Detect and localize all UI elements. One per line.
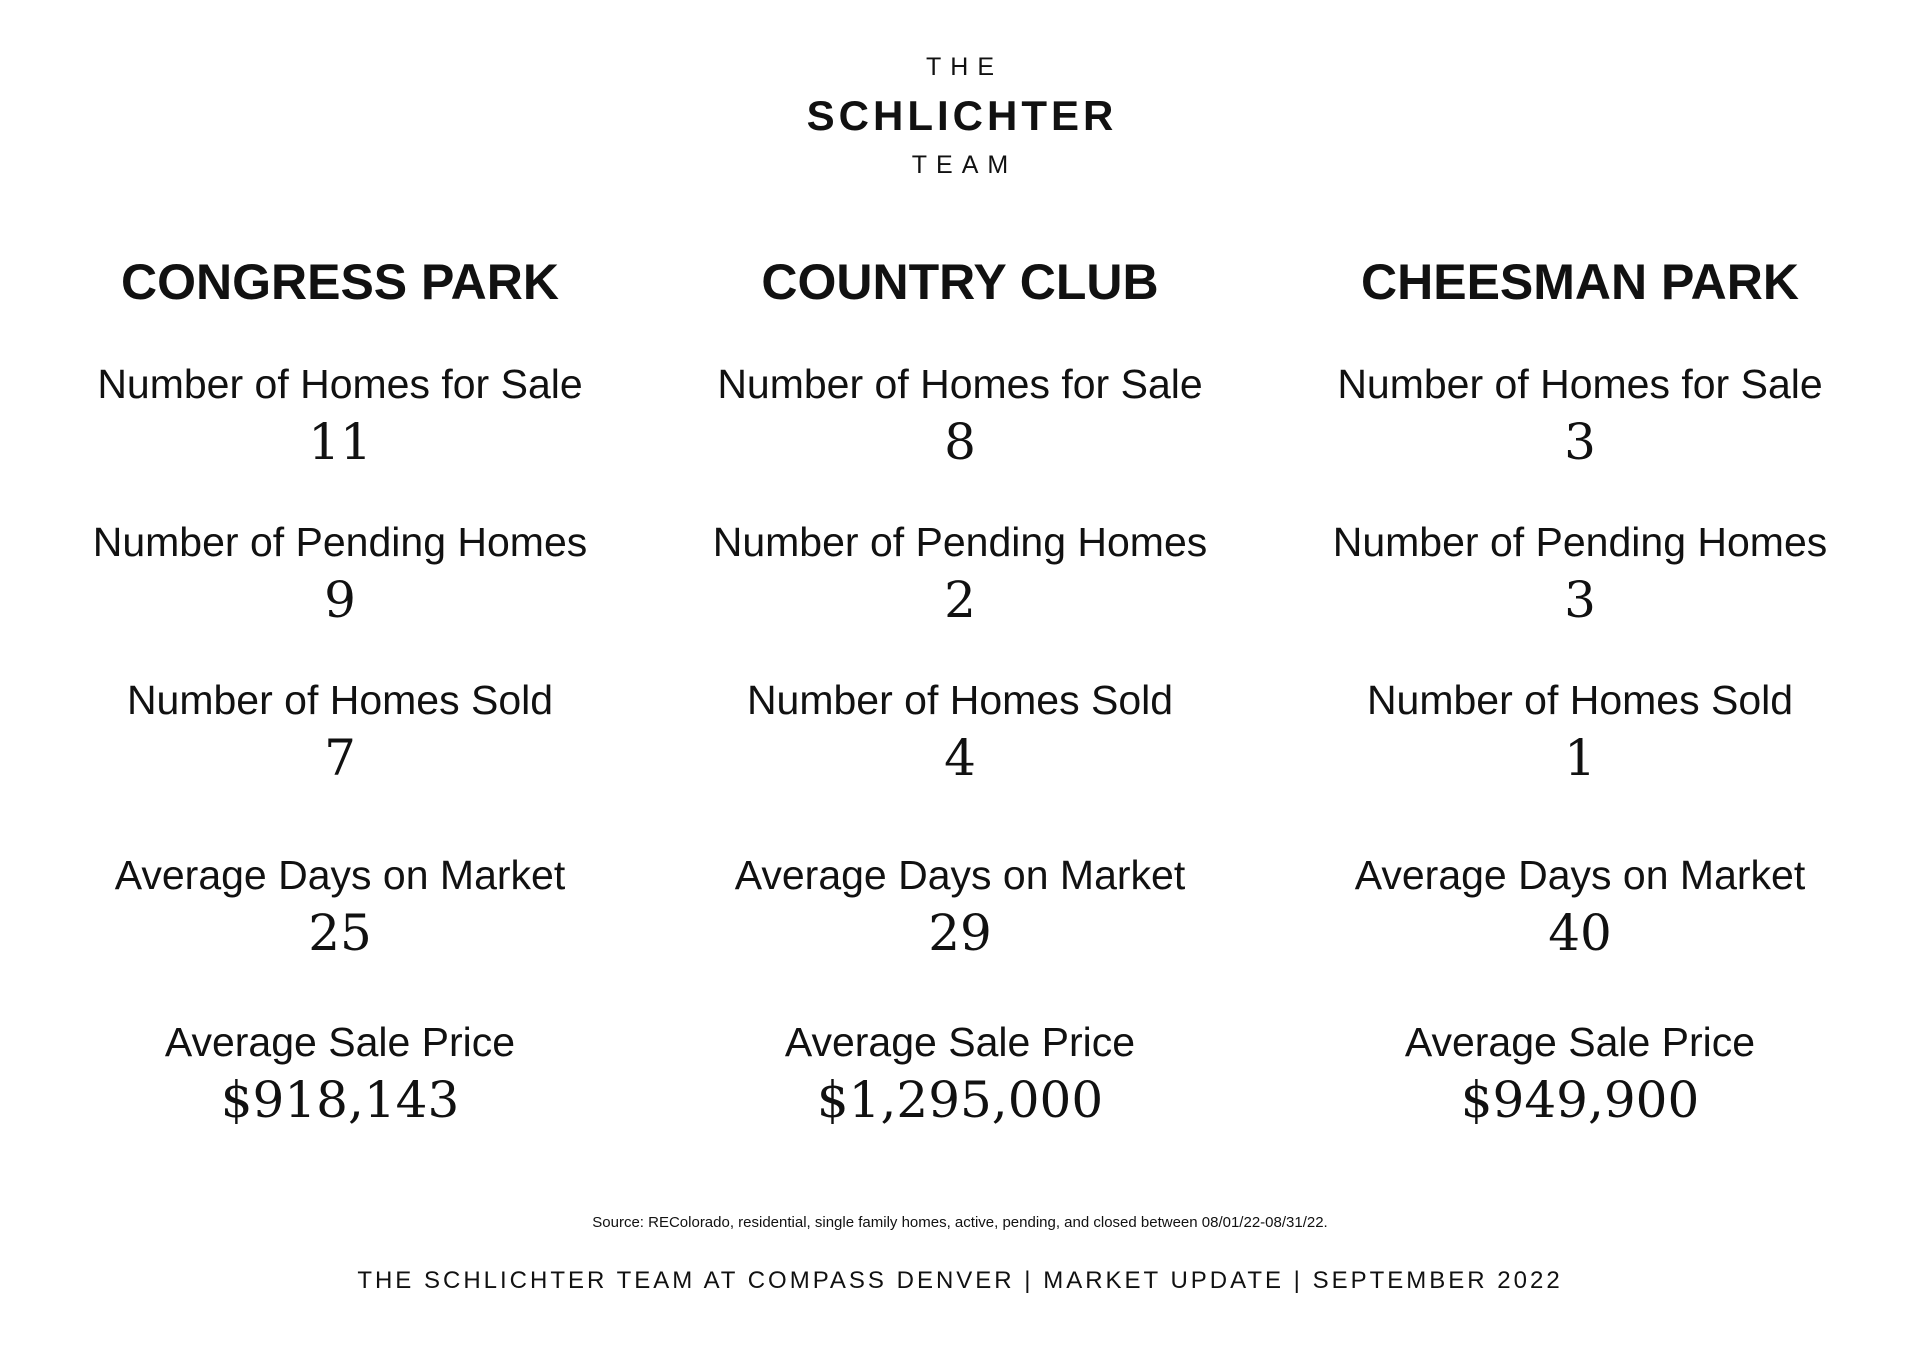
stat-label: Number of Homes Sold xyxy=(1366,677,1794,723)
stat-homes-sold xyxy=(1270,674,1890,849)
stat-label: Number of Homes for Sale xyxy=(1337,361,1823,407)
logo-line-the: THE xyxy=(926,53,1003,81)
stat-value: $1,295,000 xyxy=(816,1071,1104,1129)
stat-value: 40 xyxy=(1548,904,1612,962)
stat-value: 4 xyxy=(944,729,976,787)
stat-label: Number of Homes for Sale xyxy=(97,361,583,407)
stat-average-days-on-market xyxy=(1270,849,1890,1016)
neighborhood-column-country-club xyxy=(650,250,1270,1136)
team-logo xyxy=(0,52,1920,180)
stat-pending-homes xyxy=(30,516,650,674)
stat-pending-homes xyxy=(1270,516,1890,674)
stat-average-sale-price xyxy=(30,1016,650,1136)
stat-value: 1 xyxy=(1564,729,1596,787)
stat-label: Number of Homes Sold xyxy=(746,677,1174,723)
stat-homes-sold xyxy=(30,674,650,849)
source-note: Source: REColorado, residential, single family homes, active, pending, and closed between 08/01/22-08/31/22. xyxy=(592,1214,1328,1231)
stat-label: Average Days on Market xyxy=(114,852,566,898)
footer-text: THE SCHLICHTER TEAM AT COMPASS DENVER | MARKET UPDATE | SEPTEMBER 2022 xyxy=(357,1267,1563,1294)
stat-average-days-on-market xyxy=(30,849,650,1016)
stat-label: Average Sale Price xyxy=(784,1019,1136,1065)
stat-value: 25 xyxy=(308,904,372,962)
stat-value: 3 xyxy=(1564,571,1596,629)
stat-label: Number of Pending Homes xyxy=(712,519,1208,565)
stat-value: 7 xyxy=(324,729,356,787)
stat-value: 9 xyxy=(324,571,356,629)
stat-value: 2 xyxy=(944,571,976,629)
stat-homes-for-sale xyxy=(1270,358,1890,516)
stat-average-sale-price xyxy=(650,1016,1270,1136)
neighborhood-title: COUNTRY CLUB xyxy=(761,254,1159,310)
stat-homes-sold xyxy=(650,674,1270,849)
stat-average-days-on-market xyxy=(650,849,1270,1016)
stat-label: Average Days on Market xyxy=(1354,852,1806,898)
stat-label: Number of Pending Homes xyxy=(1332,519,1828,565)
neighborhood-title: CONGRESS PARK xyxy=(120,254,559,310)
stat-label: Number of Homes for Sale xyxy=(717,361,1203,407)
stat-homes-for-sale xyxy=(30,358,650,516)
neighborhood-column-cheesman-park xyxy=(1270,250,1890,1136)
stat-value: 8 xyxy=(944,413,976,471)
neighborhood-columns xyxy=(30,250,1890,1136)
neighborhood-title: CHEESMAN PARK xyxy=(1361,254,1799,310)
logo-line-team: TEAM xyxy=(911,151,1018,179)
stat-value: 11 xyxy=(308,413,372,471)
stat-label: Number of Homes Sold xyxy=(126,677,554,723)
stat-homes-for-sale xyxy=(650,358,1270,516)
stat-label: Average Days on Market xyxy=(734,852,1186,898)
stat-value: $949,900 xyxy=(1460,1071,1700,1129)
stat-label: Average Sale Price xyxy=(164,1019,516,1065)
stat-pending-homes xyxy=(650,516,1270,674)
neighborhood-column-congress-park xyxy=(30,250,650,1136)
stat-value: 29 xyxy=(928,904,992,962)
stat-value: 3 xyxy=(1564,413,1596,471)
logo-line-name: SCHLICHTER xyxy=(806,92,1118,139)
stat-label: Number of Pending Homes xyxy=(92,519,588,565)
stat-value: $918,143 xyxy=(220,1071,460,1129)
stat-label: Average Sale Price xyxy=(1404,1019,1756,1065)
stat-average-sale-price xyxy=(1270,1016,1890,1136)
